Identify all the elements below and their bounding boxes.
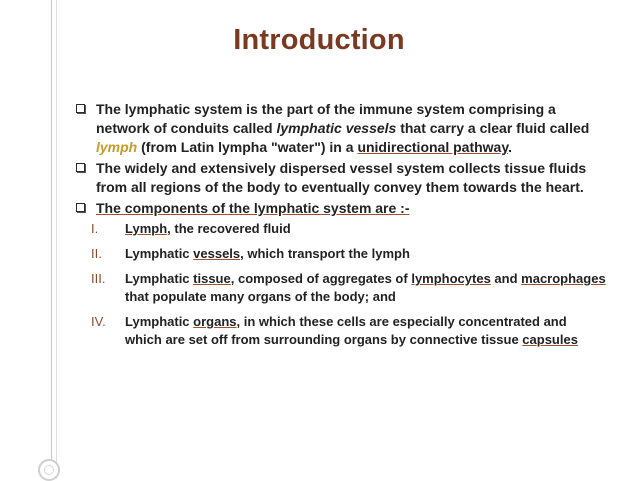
bullet-item [76, 199, 606, 218]
list-item [91, 270, 606, 306]
frame-circle-ornament-inner [44, 465, 54, 475]
item-text: Lymphatic [125, 314, 194, 329]
roman-numeral: I. [91, 221, 99, 236]
bullet-item [76, 159, 606, 197]
item-text: and [490, 271, 522, 286]
link-lymphocytes[interactable]: lymphocytes [411, 271, 491, 286]
square-bullet-icon [76, 203, 85, 212]
link-capsules[interactable]: capsules [522, 332, 578, 347]
item-text: , composed of aggregates of [230, 271, 412, 286]
bullet-item [76, 100, 606, 157]
bullet-heading-components: The components of the lymphatic system are :- [96, 200, 410, 216]
frame-line [51, 0, 52, 479]
component-list [76, 220, 606, 349]
list-item [91, 220, 606, 238]
bullet-text: (from Latin lympha "water") in a [137, 139, 358, 155]
square-bullet-icon [76, 163, 85, 172]
square-bullet-icon [76, 104, 85, 113]
item-text: , which transport the lymph [240, 246, 410, 261]
bullet-text: . [508, 139, 512, 155]
roman-numeral: IV. [91, 314, 106, 329]
bullet-text: The widely and extensively dispersed vessel system collects tissue fluids from all regions of the body to eventually convey them towards the heart. [96, 160, 587, 195]
link-tissue[interactable]: tissue [193, 271, 231, 286]
item-text: Lymphatic [125, 271, 194, 286]
slide-title: Introduction [233, 24, 405, 56]
slide-content [76, 100, 606, 356]
link-unidirectional-pathway[interactable]: unidirectional pathway [357, 139, 509, 155]
roman-numeral: III. [91, 271, 106, 286]
highlight-lymph: lymph [96, 139, 138, 155]
item-text: that populate many organs of the body; and [125, 289, 396, 304]
emphasis-lymphatic-vessels: lymphatic vessels [276, 120, 397, 136]
item-text: , the recovered fluid [167, 221, 291, 236]
list-item [91, 245, 606, 263]
roman-numeral: II. [91, 246, 102, 261]
item-text: Lymphatic [125, 246, 194, 261]
link-lymph[interactable]: Lymph [125, 221, 168, 236]
link-organs[interactable]: organs [193, 314, 237, 329]
list-item [91, 313, 606, 349]
frame-line-inner [56, 0, 57, 479]
item-text: , in which these cells are especially concentrated and which are set off from surrounding organs by connective tissue [125, 314, 567, 347]
bullet-text: The lymphatic system is the part of the immune system comprising a network of conduits called [96, 101, 556, 136]
link-macrophages[interactable]: macrophages [521, 271, 606, 286]
bullet-text: that carry a clear fluid called [396, 120, 590, 136]
link-vessels[interactable]: vessels [193, 246, 241, 261]
